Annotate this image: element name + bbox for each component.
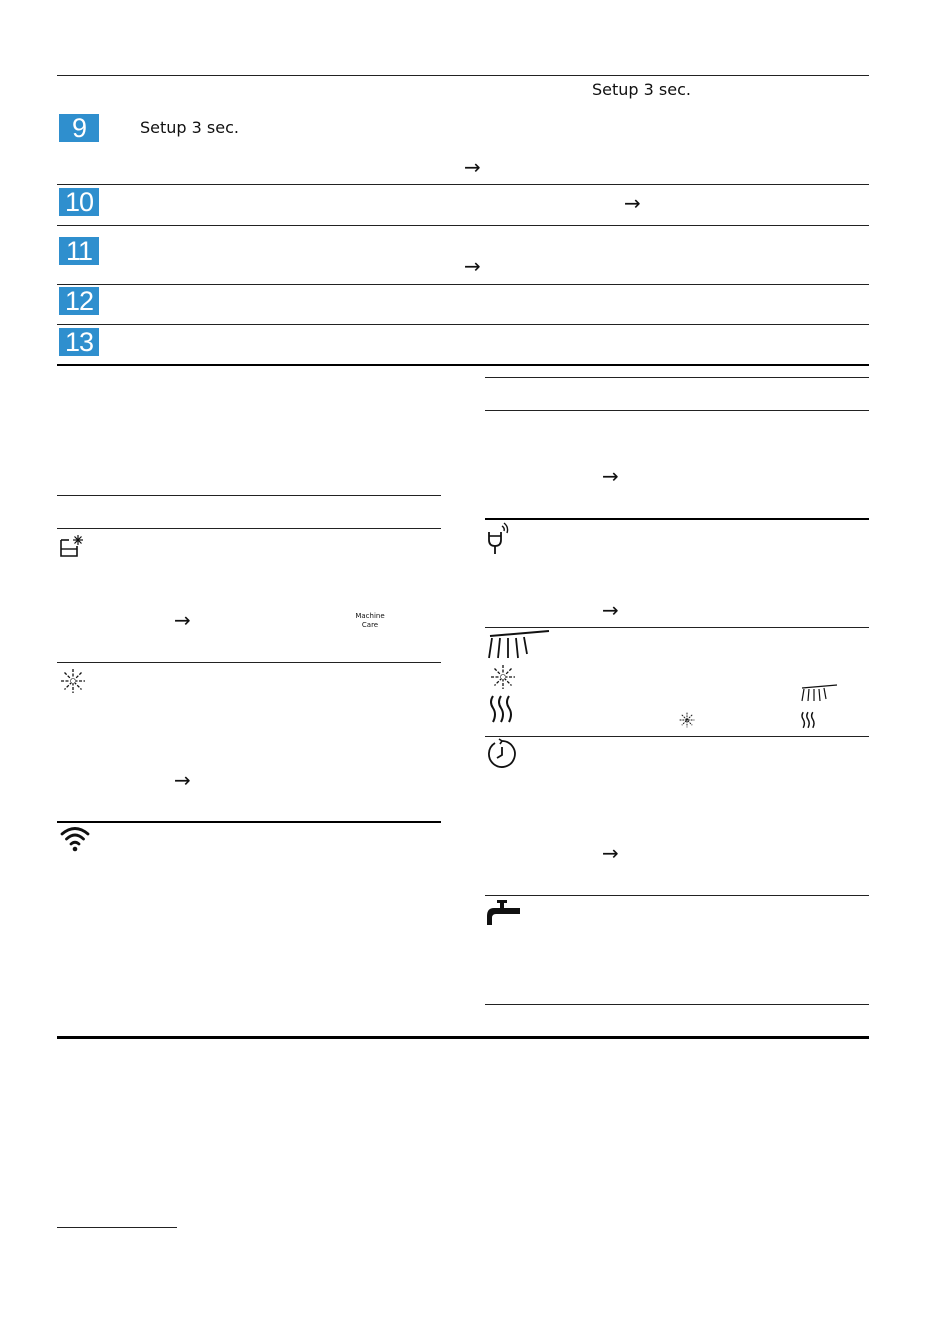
row-number-13: 13	[59, 328, 99, 356]
heat-waves-small-icon	[800, 711, 816, 729]
row-divider	[57, 821, 441, 823]
row-divider	[485, 736, 869, 737]
machine-care-icon	[58, 534, 86, 560]
setup-label-row9: Setup 3 sec.	[140, 118, 239, 137]
right-table-header-line	[485, 377, 869, 378]
row-number-12: 12	[59, 287, 99, 315]
arrow-icon: →	[602, 464, 619, 488]
machine-care-line1: Machine	[355, 612, 385, 620]
row-divider	[57, 184, 869, 185]
section-bottom-border	[57, 1036, 869, 1039]
top-table-border	[57, 75, 869, 76]
right-table-bottom-border	[485, 1004, 869, 1005]
plug-remote-icon	[486, 522, 512, 556]
arrow-icon: →	[464, 254, 481, 278]
arrow-icon: →	[174, 608, 191, 632]
right-table-header-line	[485, 410, 869, 411]
row-divider	[485, 518, 869, 520]
row-number-10: 10	[59, 188, 99, 216]
row-divider	[485, 895, 869, 896]
top-table-bottom-border	[57, 364, 869, 366]
left-table-header-line	[57, 495, 441, 496]
row-divider	[485, 627, 869, 628]
timer-icon	[486, 738, 518, 770]
row-divider	[57, 225, 869, 226]
water-tap-icon	[486, 899, 522, 927]
arrow-icon: →	[174, 768, 191, 792]
machine-care-label	[348, 612, 392, 630]
row-divider	[57, 284, 869, 285]
row-number-11: 11	[59, 237, 99, 265]
arrow-icon: →	[464, 155, 481, 179]
row-divider	[57, 324, 869, 325]
arrow-icon: →	[602, 841, 619, 865]
heat-waves-icon	[488, 694, 514, 724]
row-number-9: 9	[59, 114, 99, 142]
rinse-aid-sparkle-icon	[490, 664, 516, 690]
row-divider	[57, 662, 441, 663]
rinse-aid-sparkle-small-icon	[679, 712, 695, 728]
arrow-icon: →	[602, 598, 619, 622]
spray-arm-small-icon	[800, 684, 838, 702]
left-table-header-line	[57, 528, 441, 529]
rinse-aid-sparkle-icon	[60, 668, 86, 694]
setup-label-top: Setup 3 sec.	[592, 80, 691, 99]
footnote-separator	[57, 1227, 177, 1228]
wifi-icon	[60, 826, 90, 852]
spray-arm-icon	[486, 630, 550, 660]
arrow-icon: →	[624, 191, 641, 215]
machine-care-line2: Care	[361, 621, 379, 629]
